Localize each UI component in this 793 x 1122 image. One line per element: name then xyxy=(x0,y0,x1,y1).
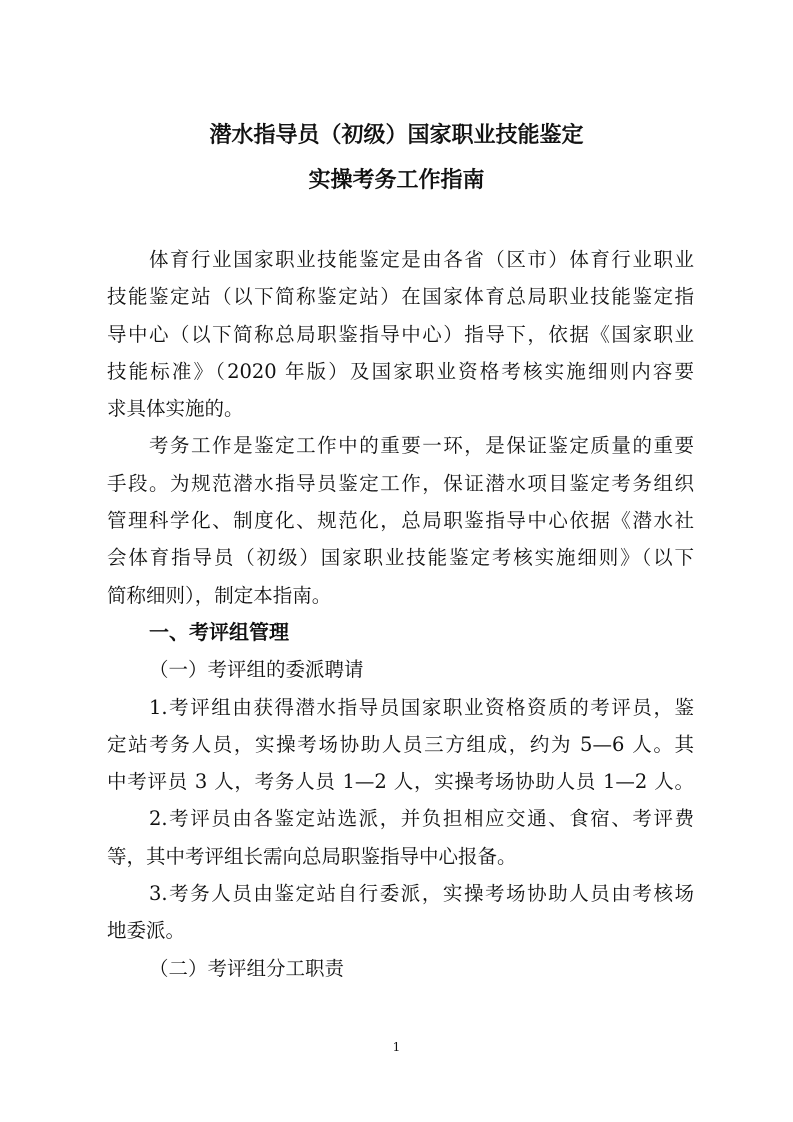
text-line: 中考评员 3 人，考务人员 1—2 人，实操考场协助人员 1—2 人。 xyxy=(107,770,694,794)
text-line: 等，其中考评组长需向总局职鉴指导中心报备。 xyxy=(107,844,517,868)
text-line: 3.考务人员由鉴定站自行委派，实操考场协助人员由考核场 xyxy=(149,882,694,906)
paragraph-item-1 xyxy=(107,689,694,801)
subsection-heading: （一）考评组的委派聘请 xyxy=(149,658,364,682)
text-line: 定站考务人员，实操考场协助人员三方组成，约为 5—6 人。其 xyxy=(107,732,694,756)
text-line: 1.考评组由获得潜水指导员国家职业资格资质的考评员，鉴 xyxy=(149,695,694,719)
paragraph-intro xyxy=(107,241,694,427)
text-line: 技能标准》（2020 年版）及国家职业资格考核实施细则内容要 xyxy=(107,359,694,383)
document-title-line1: 潜水指导员（初级）国家职业技能鉴定 xyxy=(209,123,584,148)
section-heading: 一、考评组管理 xyxy=(149,619,289,644)
text-line: 体育行业国家职业技能鉴定是由各省（区市）体育行业职业 xyxy=(149,248,694,271)
text-line: 简称细则），制定本指南。 xyxy=(107,583,332,607)
paragraph-item-3 xyxy=(107,875,694,950)
paragraph-purpose xyxy=(107,427,694,613)
document-title-line2: 实操考务工作指南 xyxy=(308,168,485,193)
text-line: 导中心（以下简称总局职鉴指导中心）指导下，依据《国家职业 xyxy=(107,322,694,346)
document-body xyxy=(107,241,694,987)
text-line: 考务工作是鉴定工作中的重要一环，是保证鉴定质量的重要 xyxy=(149,434,694,458)
text-line: 会体育指导员（初级）国家职业技能鉴定考核实施细则》（以下 xyxy=(107,546,694,570)
page-number: 1 xyxy=(392,1040,401,1054)
text-line: 管理科学化、制度化、规范化，总局职鉴指导中心依据《潜水社 xyxy=(107,509,694,533)
text-line: 求具体实施的。 xyxy=(107,397,244,421)
text-line: 手段。为规范潜水指导员鉴定工作，保证潜水项目鉴定考务组织 xyxy=(107,471,694,495)
text-line: 2.考评员由各鉴定站选派，并负担相应交通、食宿、考评费 xyxy=(149,807,694,831)
subsection-heading: （二）考评组分工职责 xyxy=(149,956,345,980)
text-line: 技能鉴定站（以下简称鉴定站）在国家体育总局职业技能鉴定指 xyxy=(107,285,694,309)
paragraph-item-2 xyxy=(107,800,694,875)
text-line: 地委派。 xyxy=(107,919,186,943)
